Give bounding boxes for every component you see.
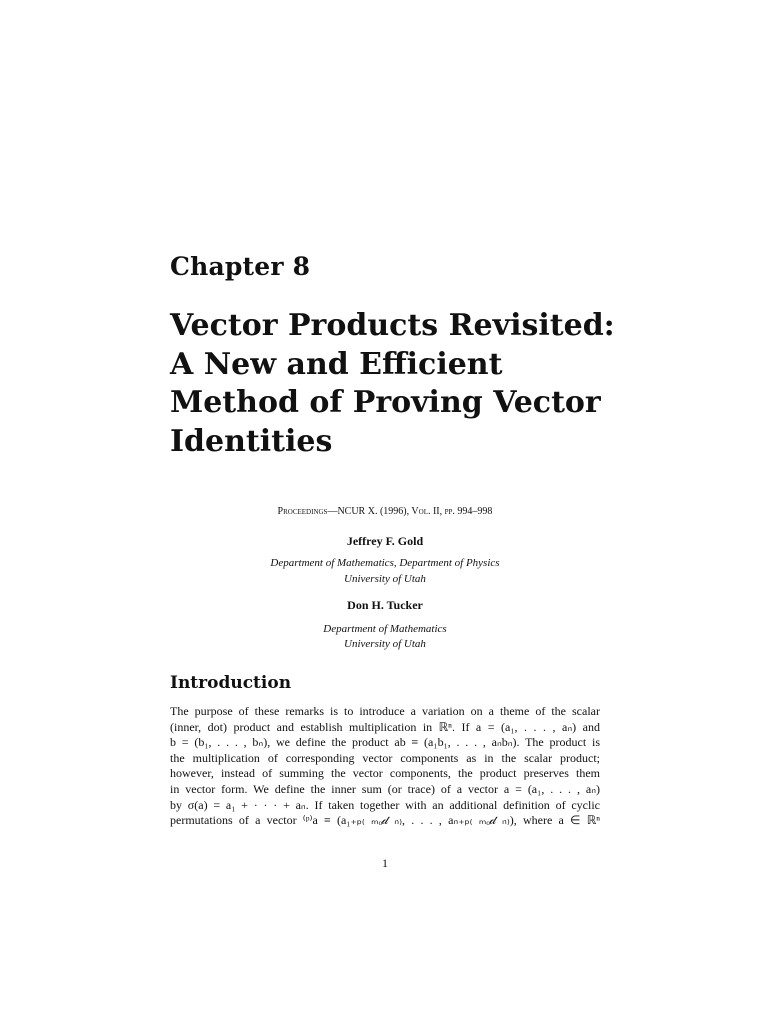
paper-title [170, 307, 640, 461]
body-line: however, instead of summing the vector components, the product preserves them [170, 766, 600, 781]
body-line: the multiplication of corresponding vector components as in the scalar product; [170, 750, 600, 765]
author-affiliation: Department of Mathematics, Department of Physics [270, 557, 500, 569]
author-affiliation: University of Utah [344, 573, 426, 585]
title-line: Vector Products Revisited: [170, 308, 615, 343]
section-heading: Introduction [170, 673, 292, 693]
author-name: Jeffrey F. Gold [346, 534, 424, 548]
title-line: Identities [170, 423, 333, 459]
body-line: (inner, dot) product and establish multiplication in ℝⁿ. If a = (a₁, . . . , aₙ) and [170, 719, 600, 734]
body-line: b = (b₁, . . . , bₙ), we define the product ab ≡ (a₁b₁, . . . , aₙbₙ). The product is [170, 735, 600, 750]
body-line: in vector form. We define the inner sum (or trace) of a vector a = (a₁, . . . , aₙ) [170, 781, 600, 796]
chapter-heading: Chapter 8 [170, 252, 311, 281]
title-line: Method of Proving Vector [170, 385, 601, 420]
body-line: The purpose of these remarks is to introduce a variation on a theme of the scalar [170, 704, 600, 718]
author-affiliation: Department of Mathematics [323, 623, 447, 635]
author-affiliation: University of Utah [344, 638, 426, 650]
body-line: permutations of a vector ⁽ᵖ⁾a ≡ (a₁₊ₚ₍ ₘₒ𝒹 ₙ₎, . . . , aₙ₊ₚ₍ ₘₒ𝒹 ₙ₎), where a ∈ ℝⁿ [170, 813, 600, 828]
page-number: 1 [382, 856, 388, 870]
title-line: A New and Efficient [170, 346, 503, 382]
author-name: Don H. Tucker [347, 598, 423, 612]
body-paragraph [170, 704, 600, 829]
proceedings-citation: Proceedings—NCUR X. (1996), Vol. II, pp. 994–998 [277, 506, 493, 517]
body-line: by σ(a) = a₁ + · · · + aₙ. If taken together with an additional definition of cyclic [170, 797, 600, 812]
